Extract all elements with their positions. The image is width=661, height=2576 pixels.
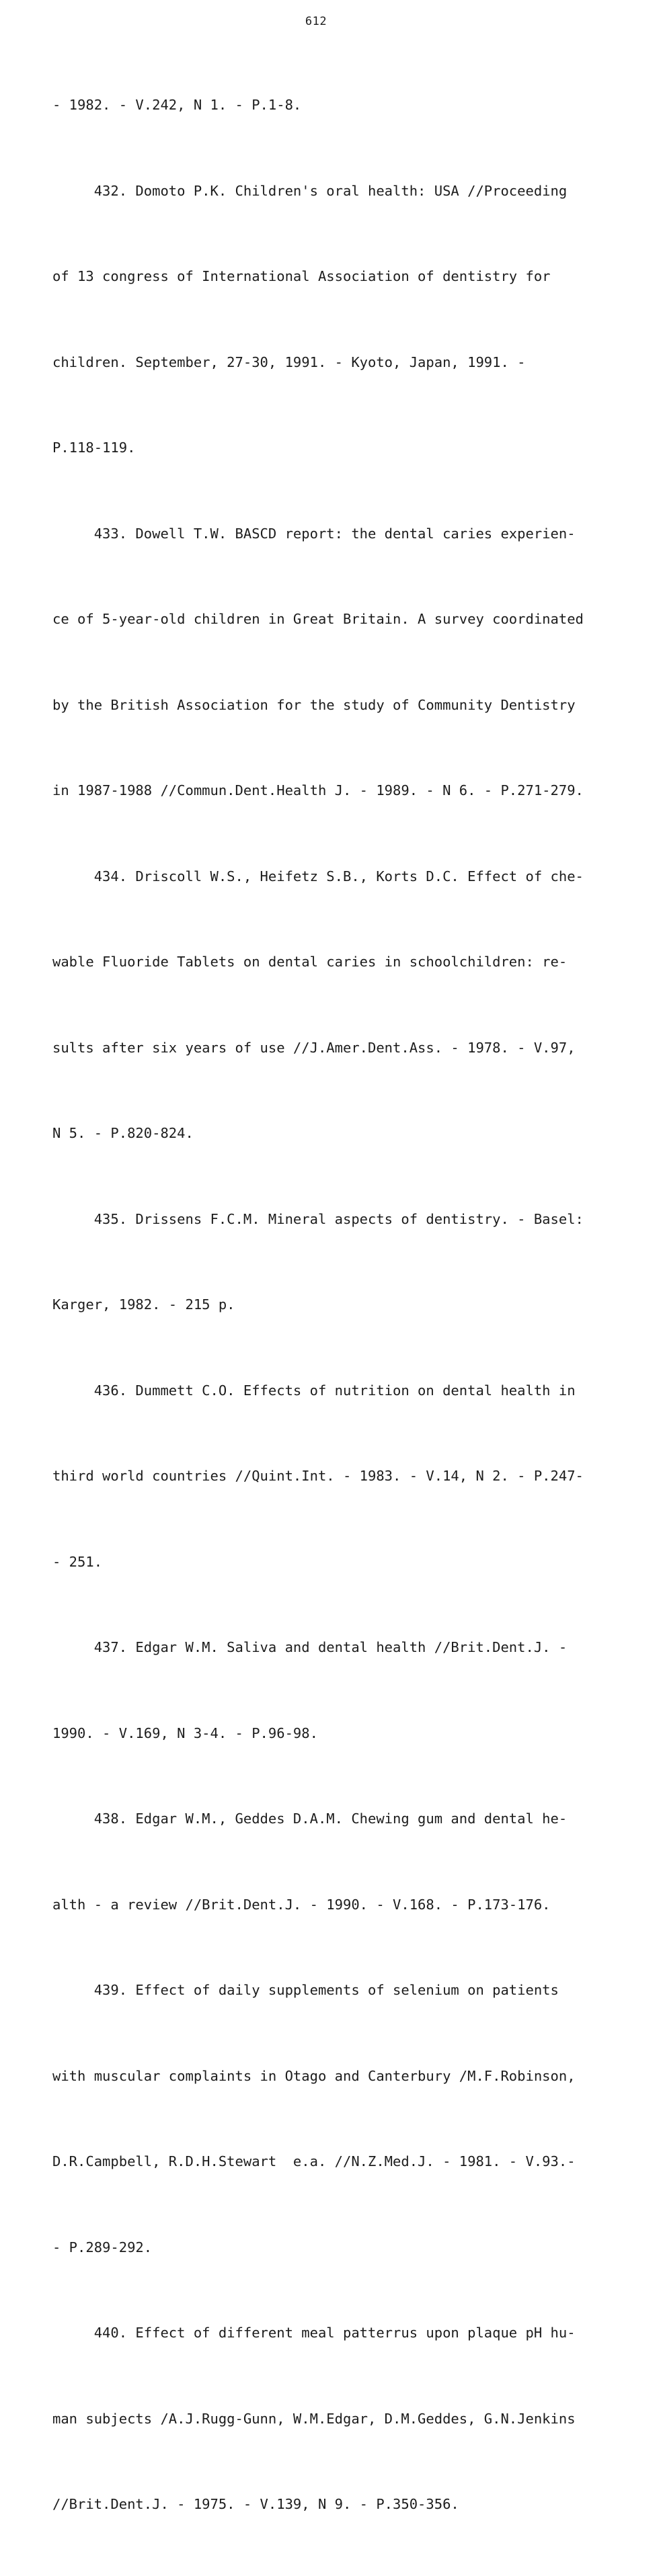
text-line: 440. Effect of different meal patterrus upon plaque pH hu- — [52, 2325, 576, 2341]
text-line: Karger, 1982. - 215 p. — [52, 1296, 235, 1313]
text-line: alth - a review //Brit.Dent.J. - 1990. - V.168. - P.173-176. — [52, 1896, 551, 1913]
text-line: P.118-119. — [52, 440, 136, 456]
text-line: children. September, 27-30, 1991. - Kyoto, Japan, 1991. - — [52, 354, 526, 370]
text-line: - P.289-292. — [52, 2239, 153, 2255]
text-line: //Brit.Dent.J. - 1975. - V.139, N 9. - P.350-356. — [52, 2496, 459, 2512]
text-line: sults after six years of use //J.Amer.Dent.Ass. - 1978. - V.97, — [52, 1039, 576, 1056]
text-line: by the British Association for the study of Community Dentistry — [52, 696, 576, 713]
page-number: 612 — [305, 15, 327, 28]
text-line: 1990. - V.169, N 3-4. - P.96-98. — [52, 1725, 318, 1741]
bibliography-text — [52, 34, 617, 2576]
text-line: with muscular complaints in Otago and Canterbury /M.F.Robinson, — [52, 2067, 576, 2084]
text-line: wable Fluoride Tablets on dental caries in schoolchildren: re- — [52, 954, 568, 970]
text-line: 439. Effect of daily supplements of selenium on patients — [52, 1982, 559, 1998]
text-line: - 1982. - V.242, N 1. - P.1-8. — [52, 97, 302, 113]
text-line: 433. Dowell T.W. BASCD report: the dental caries experien- — [52, 525, 576, 542]
text-line: 435. Drissens F.C.M. Mineral aspects of dentistry. - Basel: — [52, 1210, 584, 1227]
text-line: man subjects /A.J.Rugg-Gunn, W.M.Edgar, D.M.Geddes, G.N.Jenkins — [52, 2410, 576, 2427]
text-line: of 13 congress of International Association of dentistry for — [52, 268, 551, 284]
text-line: 438. Edgar W.M., Geddes D.A.M. Chewing gum and dental he- — [52, 1811, 568, 1827]
text-line: 436. Dummett C.O. Effects of nutrition on dental health in — [52, 1382, 576, 1399]
text-line: ce of 5-year-old children in Great Britain. A survey coordinated — [52, 611, 584, 627]
text-line: N 5. - P.820-824. — [52, 1125, 194, 1141]
text-line: 432. Domoto P.K. Children's oral health: USA //Proceeding — [52, 182, 568, 199]
text-line: 434. Driscoll W.S., Heifetz S.B., Korts D.C. Effect of che- — [52, 868, 584, 884]
text-line: in 1987-1988 //Commun.Dent.Health J. - 1989. - N 6. - P.271-279. — [52, 782, 584, 798]
text-line: third world countries //Quint.Int. - 1983. - V.14, N 2. - P.247- — [52, 1468, 584, 1484]
text-line: - 251. — [52, 1553, 103, 1570]
text-line: 437. Edgar W.M. Saliva and dental health //Brit.Dent.J. - — [52, 1639, 568, 1655]
text-line: D.R.Campbell, R.D.H.Stewart e.a. //N.Z.Med.J. - 1981. - V.93.- — [52, 2153, 576, 2169]
